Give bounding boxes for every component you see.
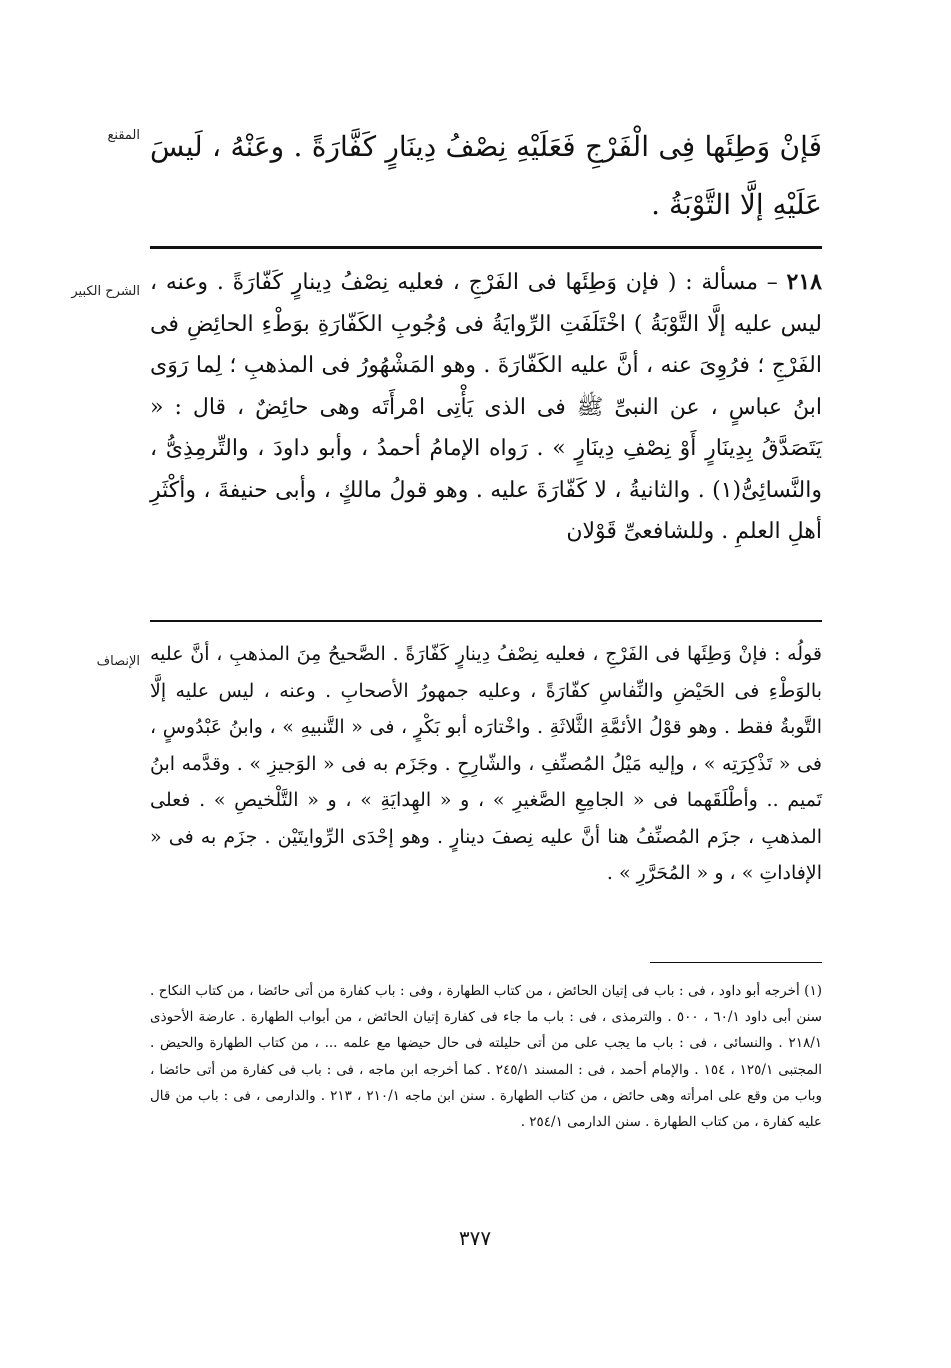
issue-number: ٢١٨ xyxy=(786,269,822,295)
label-insaf: الإنصاف xyxy=(96,654,140,669)
muqni-text: فَإنْ وَطِئَها فِى الْفَرْجِ فَعَلَيْهِ نِصْفُ دِينَارٍ كَفَّارَةً . وعَنْهُ ، لَيسَ عَلَيْهِ إلَّا التَّوْبَةُ . xyxy=(150,130,822,221)
page-number: ٣٧٧ xyxy=(458,1226,492,1250)
footnote: (١) أخرجه أبو داود ، فى : باب فى إتيان الحائض ، من كتاب الطهارة ، وفى : باب كفارة من أتى حائضا ، من كتاب النكاح . سنن أبى داود ٦٠/١ ، ٥٠٠ . والترمذى ، فى : باب ما جاء فى كفارة إتيان الحائض ، من أبواب الطهارة . عارضة الأحوذى ٢١٨/١ . والنسائى ، فى : باب ما يجب على من أتى حليلته فى حال حيضها مع علمه ... ، من كتاب الطهارة والحيض . المجتبى ١٢٥/١ ، ١٥٤ . والإمام أحمد ، فى : المسند ٢٤٥/١ . كما أخرجه ابن ماجه ، فى : باب فى كفارة من أتى حائضا ، وباب من وقع على امرأته وهى حائض ، من كتاب الطهارة . سنن ابن ماجه ٢١٠/١ ، ٢١٣ . والدارمى ، فى : باب من قال عليه كفارة ، من كتاب الطهارة . سنن الدارمى ٢٥٤/١ . xyxy=(150,983,822,1131)
section-divider-thin xyxy=(150,620,822,622)
insaf-text: قولُه : فإنْ وَطِئَها فى الفَرْجِ ، فعليه نِصْفُ دِينارٍ كَفّارَةً . الصَّحيحُ مِنَ المذهبِ ، أنَّ عليه بالوَطْءِ فى الحَيْضِ والنِّفاسِ كفّارَةً ، وعليه جمهورُ الأصحابِ . وعنه ، ليس عليه إلَّا التَّوبةُ فقط . وهو قوْلُ الأئمَّةِ الثَّلاثَةِ . واخْتارَه أبو بَكْرٍ ، فى « التَّنبيهِ » ، وابنُ عَبْدُوسٍ ، فى « تَذْكِرَتِه » ، وإليه مَيْلُ المُصنِّفِ ، والشّارِحِ . وجَزَم به فى « الوَجيزِ » . وقدَّمه ابنُ تَميم .. وأطْلَقَهما فى « الجامِعِ الصَّغيرِ » ، و « الهِدايَةِ » ، و « التَّلْخيصِ » . فعلى المذهبِ ، جزَم المُصنِّفُ هنا أنَّ عليه نِصفَ دينارٍ . وهو إحْدَى الرِّوايتَيْن . جزَم به فى « الإفاداتِ » ، و « المُحَرَّرِ » . xyxy=(150,643,822,884)
label-sharh: الشرح الكبير xyxy=(71,284,140,299)
footnote-divider xyxy=(650,962,822,963)
sharh-text xyxy=(150,262,822,553)
label-muqni: المقنع xyxy=(107,128,140,143)
sharh-body: – مسألة : ( فإن وَطِئَها فى الفَرْجِ ، فعليه نِصْفُ دِينارٍ كَفّارَةً . وعنه ، ليس عليه إلَّا التَّوْبَةُ ) اخْتَلَفَتِ الرِّوايَةُ فى وُجُوبِ الكَفّارَةِ بوَطْءِ الحائِضِ فى الفَرْجِ ؛ فرُوِىَ عنه ، أنَّ عليه الكَفّارَةَ . وهو المَشْهُورُ فى المذهبِ ؛ لِما رَوَى ابنُ عباسٍ ، عن النبىِّ ﷺ فى الذى يَأْتِى امْرأَتَه وهى حائِضٌ ، قال : « يَتَصَدَّقُ بِدِينَارٍ أَوْ نِصْفِ دِينَارٍ » . رَواه الإمامُ أحمدُ ، وأبو داودَ ، والتِّرمِذِىُّ ، والنَّسائِىُّ(١) . والثانيةُ ، لا كَفّارَةَ عليه . وهو قولُ مالكٍ ، وأبى حنيفةَ ، وأكْثَرِ أهلِ العلمِ . وللشافعىِّ قَوْلان xyxy=(150,270,822,544)
section-divider-thick xyxy=(150,246,822,249)
